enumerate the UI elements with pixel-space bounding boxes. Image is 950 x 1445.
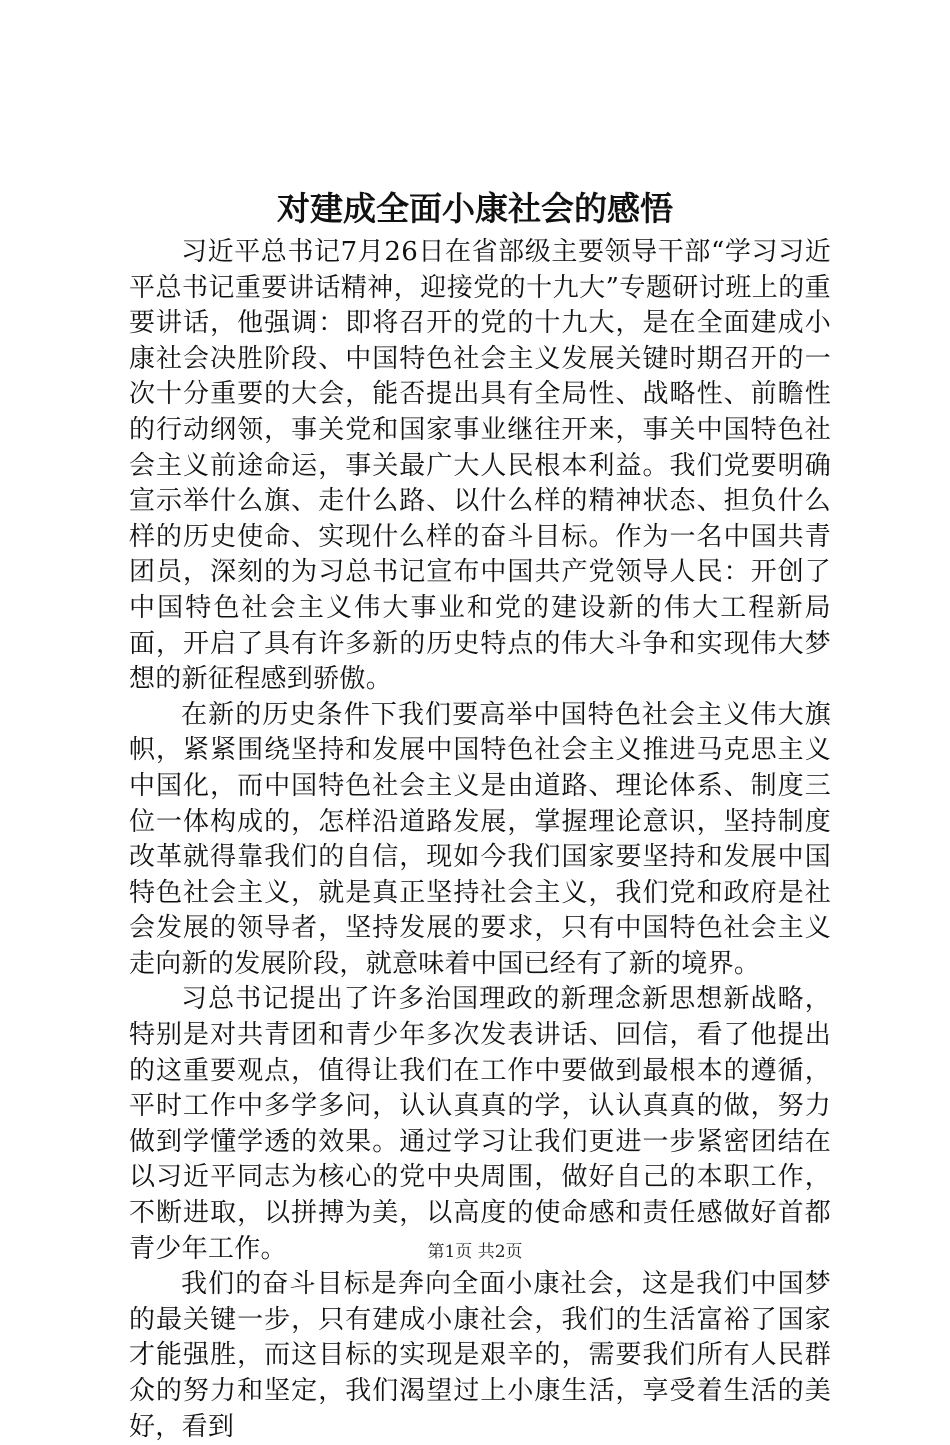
paragraph-1: 习近平总书记7月26日在省部级主要领导干部“学习习近平总书记重要讲话精神，迎接党的十九大”专题研讨班上的重要讲话，他强调：即将召开的党的十九大，是在全面建成小康社会决胜阶段、中国特色社会主义发展关键时期召开的一次十分重要的大会，能否提出具有全局性、战略性、前瞻性的行动纲领，事关党和国家事业继往开来，事关中国特色社会主义前途命运，事关最广大人民根本利益。我们党要明确宣示举什么旗、走什么路、以什么样的精神状态、担负什么样的历史使命、实现什么样的奋斗目标。作为一名中国共青团员，深刻的为习总书记宣布中国共产党领导人民：开创了中国特色社会主义伟大事业和党的建设新的伟大工程新局面，开启了具有许多新的历史特点的伟大斗争和实现伟大梦想的新征程感到骄傲。	[129, 237, 831, 695]
page-footer: 第1页 共2页	[427, 1242, 523, 1262]
paragraph-4: 我们的奋斗目标是奔向全面小康社会，这是我们中国梦的最关键一步，只有建成小康社会，我们的生活富裕了国家才能强胜，而这目标的实现是艰辛的，需要我们所有人民群众的努力和坚定，我们渴望过上小康生活，享受着生活的美好，看到	[129, 1269, 831, 1442]
paragraph-2: 在新的历史条件下我们要高举中国特色社会主义伟大旗帜，紧紧围绕坚持和发展中国特色社会主义推进马克思主义中国化，而中国特色社会主义是由道路、理论体系、制度三位一体构成的，怎样沿道路发展，掌握理论意识，坚持制度改革就得靠我们的自信，现如今我们国家要坚持和发展中国特色社会主义，就是真正坚持社会主义，我们党和政府是社会发展的领导者，坚持发展的要求，只有中国特色社会主义走向新的发展阶段，就意味着中国已经有了新的境界。	[129, 699, 831, 979]
document-title: 对建成全面小康社会的感悟	[277, 189, 673, 228]
paragraph-3: 习总书记提出了许多治国理政的新理念新思想新战略，特别是对共青团和青少年多次发表讲话、回信，看了他提出的这重要观点，值得让我们在工作中要做到最根本的遵循，平时工作中多学多问，认认真真的学，认认真真的做，努力做到学懂学透的效果。通过学习让我们更进一步紧密团结在以习近平同志为核心的党中央周围，做好自己的本职工作，不断进取，以拼搏为美，以高度的使命感和责任感做好首都青少年工作。	[129, 984, 831, 1264]
